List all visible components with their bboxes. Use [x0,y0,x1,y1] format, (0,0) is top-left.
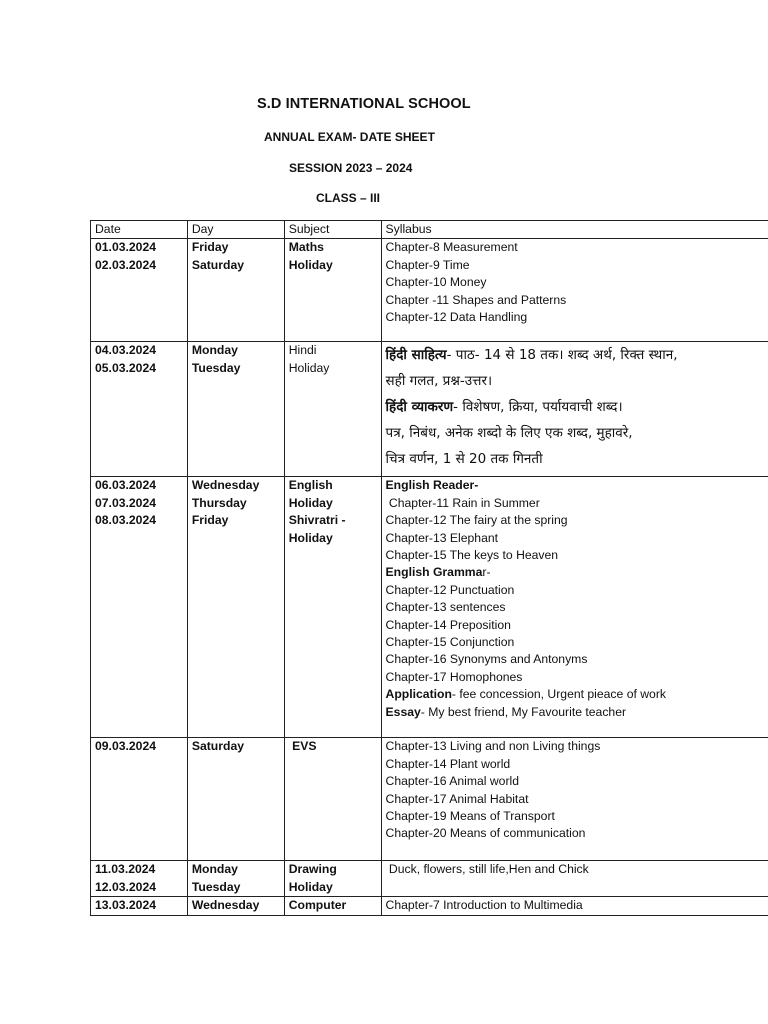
table-row [91,477,768,738]
syllabus-item: पत्र, निबंध, अनेक शब्दो के लिए एक शब्द, मुहावरे, [385,425,633,442]
date-cell [91,477,188,738]
exam-date: 12.03.2024 [95,879,156,894]
date-cell [91,738,188,861]
syllabus-item: Chapter-10 Money [385,275,487,290]
application-label: Application [385,687,452,702]
date-sheet-table [90,220,768,916]
column-header-subject: Subject [284,221,381,239]
subject-cell [284,239,381,342]
subject-cell [284,897,381,915]
syllabus-item: Chapter-13 sentences [385,600,506,615]
syllabus-item: Chapter-13 Living and non Living things [385,739,601,754]
syllabus-item: Duck, flowers, still life,Hen and Chick [385,862,589,877]
table-row [91,239,768,342]
exam-day: Tuesday [191,360,241,375]
subject-name: Holiday [288,530,333,545]
syllabus-cell [381,342,768,477]
syllabus-cell [381,738,768,861]
exam-date: 09.03.2024 [95,739,156,754]
exam-date: 07.03.2024 [95,495,156,510]
subject-name: Drawing [288,862,337,877]
exam-day: Thursday [191,495,247,510]
essay-text: - My best friend, My Favourite teacher [420,704,627,719]
essay-line [386,704,768,721]
exam-date: 11.03.2024 [95,862,156,877]
syllabus-item: Chapter-17 Animal Habitat [385,791,529,806]
date-cell [91,239,188,342]
syllabus-cell [381,239,768,342]
subject-name: Holiday [288,495,333,510]
subject-name: Computer [288,898,347,913]
subject-name: Holiday [288,879,333,894]
date-cell [91,861,188,897]
hindi-sahitya-line [386,342,768,368]
exam-day: Wednesday [191,898,260,913]
day-cell [187,239,284,342]
hindi-vyakaran-text: - विशेषण, क्रिया, पर्यायवाची शब्द। [453,399,623,416]
table-row [91,342,768,477]
day-cell [187,342,284,477]
subject-name: Shivratri - [288,513,346,528]
syllabus-item: Chapter-14 Plant world [385,756,511,771]
syllabus-cell [381,897,768,915]
exam-title: ANNUAL EXAM- DATE SHEET [264,130,435,144]
syllabus-item: Chapter-9 Time [385,257,470,272]
hindi-sahitya-text: - पाठ- 14 से 18 तक। शब्द अर्थ, रिक्त स्थान, [446,347,678,364]
syllabus-item: Chapter-19 Means of Transport [385,809,555,824]
school-name: S.D INTERNATIONAL SCHOOL [257,96,471,112]
application-line [386,686,768,703]
syllabus-item: Chapter-20 Means of communication [385,826,586,841]
syllabus-item: Chapter-8 Measurement [385,240,518,255]
syllabus-item: Chapter-12 Data Handling [385,310,528,325]
exam-day: Saturday [191,257,244,272]
column-header-day: Day [187,221,284,239]
syllabus-item: Chapter-13 Elephant [385,530,499,545]
subject-name: English [288,478,333,493]
exam-date: 08.03.2024 [95,513,156,528]
hindi-vyakaran-line [386,394,768,420]
subject-cell [284,738,381,861]
column-header-date: Date [91,221,188,239]
english-grammar-label: English Gramma [385,565,483,580]
day-cell [187,897,284,915]
syllabus-item: चित्र वर्णन, 1 से 20 तक गिनती [385,451,543,468]
syllabus-item: Chapter-7 Introduction to Multimedia [385,898,583,913]
table-header-row [91,221,768,239]
syllabus-cell [381,861,768,897]
subject-name: Hindi [288,343,317,358]
subject-cell [284,861,381,897]
day-cell [187,861,284,897]
exam-date: 02.03.2024 [95,257,156,272]
syllabus-item: Chapter-15 Conjunction [385,635,515,650]
syllabus-item: Chapter-15 The keys to Heaven [385,548,559,563]
table-row [91,897,768,915]
syllabus-item: Chapter-16 Synonyms and Antonyms [385,652,588,667]
class-label: CLASS – III [316,191,381,205]
date-cell [91,897,188,915]
exam-date: 06.03.2024 [95,478,156,493]
exam-day: Monday [191,343,238,358]
syllabus-item: सही गलत, प्रश्न-उत्तर। [385,373,493,390]
syllabus-item: Chapter-17 Homophones [385,669,523,684]
exam-date: 13.03.2024 [95,898,156,913]
exam-date: 05.03.2024 [95,360,156,375]
hindi-vyakaran-label: हिंदी व्याकरण [385,399,454,416]
syllabus-item: Chapter-14 Preposition [385,617,511,632]
subject-name: Holiday [288,257,333,272]
day-cell [187,738,284,861]
syllabus-item: Chapter-12 Punctuation [385,582,515,597]
subject-cell [284,477,381,738]
exam-day: Monday [191,862,238,877]
exam-day: Saturday [191,739,244,754]
syllabus-item: Chapter -11 Shapes and Patterns [385,292,567,307]
application-text: - fee concession, Urgent pieace of work [451,687,666,702]
date-cell [91,342,188,477]
exam-day: Wednesday [191,478,260,493]
subject-name: Holiday [288,360,330,375]
exam-date: 04.03.2024 [95,343,156,358]
exam-day: Tuesday [191,879,241,894]
day-cell [187,477,284,738]
exam-date: 01.03.2024 [95,240,156,255]
subject-cell [284,342,381,477]
english-reader-heading: English Reader- [385,478,479,493]
syllabus-item: Chapter-11 Rain in Summer [385,495,540,510]
table-row [91,861,768,897]
exam-day: Friday [191,513,229,528]
subject-name: EVS [288,739,317,754]
subject-name: Maths [288,240,324,255]
english-grammar-label-suffix: r- [482,565,491,580]
syllabus-item: Chapter-16 Animal world [385,774,519,789]
syllabus-cell [381,477,768,738]
session-label: SESSION 2023 – 2024 [289,161,413,175]
english-grammar-heading [386,564,768,581]
column-header-syllabus: Syllabus [381,221,768,239]
syllabus-item: Chapter-12 The fairy at the spring [385,513,568,528]
exam-day: Friday [191,240,229,255]
table-row [91,738,768,861]
essay-label: Essay [385,704,421,719]
hindi-sahitya-label: हिंदी साहित्य [385,347,447,364]
